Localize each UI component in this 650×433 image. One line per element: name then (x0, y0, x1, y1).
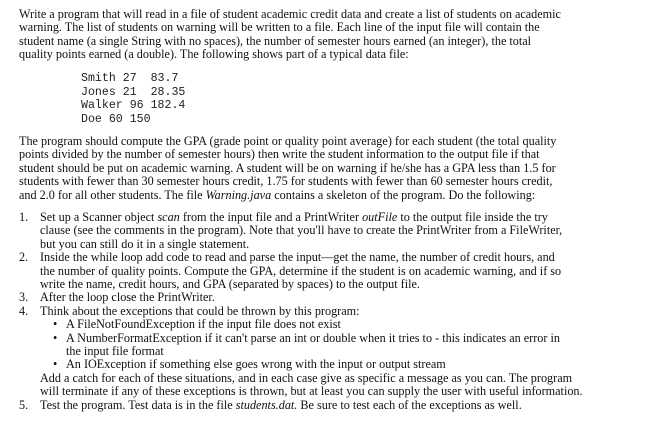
step-number: 1. (19, 210, 29, 224)
step-text: Test the program. Test data is in the file (40, 397, 236, 412)
exception-text: An IOException if something else goes wrong with the input or output stream (66, 357, 446, 372)
step-text: Set up a Scanner object (40, 210, 158, 224)
exception-text: the input file format (66, 344, 164, 359)
step-text: to the output file inside the try (397, 210, 548, 224)
gpa-line: points divided by the number of semester hours) then write the student information to the output file if that (19, 147, 540, 162)
exception-item (53, 330, 631, 359)
step-text: After the loop close the PrintWriter. (40, 290, 215, 305)
bullet-icon: • (53, 317, 58, 332)
intro-line: quality points earned (a double). The following shows part of a typical data file: (19, 47, 409, 62)
step-text: Add a catch for each of these situations, and in each case give as specific a message as you can. The program (40, 370, 573, 385)
data-file-row: Walker 96 182.4 (81, 99, 186, 113)
gpa-paragraph (19, 135, 631, 202)
step-1 (19, 211, 631, 251)
students-dat-filename: students.dat. (235, 397, 298, 412)
intro-line: warning. The list of students on warning will be written to a file. Each line of the input file will contain the (19, 20, 540, 35)
gpa-line: The program should compute the GPA (grade point or quality point average) for each student (the total quality (19, 134, 557, 148)
step-text: Inside the while loop add code to read and parse the input—get the name, the number of credit hours, and (40, 250, 555, 265)
step-number: 5. (19, 397, 29, 412)
step-number: 2. (19, 250, 29, 265)
data-file-row: Smith 27 83.7 (81, 72, 179, 85)
warning-java-filename: Warning.java (205, 187, 272, 202)
data-file-row: Doe 60 150 (81, 112, 151, 126)
bullet-icon: • (53, 330, 58, 345)
intro-line: student name (a single String with no spaces), the number of semester hours earned (an integer), the total (19, 33, 532, 48)
outfile-identifier: outFile (362, 210, 398, 224)
step-4 (19, 305, 631, 399)
gpa-line: student should be put on academic warning. A student will be on warning if he/she has a GPA less than 1.5 for (19, 160, 556, 175)
exception-item (53, 317, 631, 332)
step-text: write the name, credit hours, and GPA (separated by spaces) to the output file. (40, 277, 420, 292)
step-number: 3. (19, 290, 29, 305)
intro-line: Write a program that will read in a file of student academic credit data and create a list of students on academic (19, 7, 561, 21)
steps-list (19, 211, 631, 412)
gpa-line-end: contains a skeleton of the program. Do the following: (271, 187, 536, 202)
step-3 (19, 291, 631, 304)
exception-text: A NumberFormatException if it can't parse an int or double when it tries to - this indicates an error in (66, 330, 560, 345)
scan-identifier: scan (157, 210, 180, 224)
step-text: the number of quality points. Compute the GPA, determine if the student is on academic warning, and if so (40, 263, 562, 278)
step-text: Think about the exceptions that could be thrown by this program: (40, 303, 360, 318)
step-2 (19, 251, 631, 291)
intro-paragraph (19, 8, 631, 62)
gpa-line-start: and 2.0 for all other students. The file (19, 187, 206, 202)
exception-text: A FileNotFoundException if the input file does not exist (66, 317, 341, 332)
data-file-row: Jones 21 28.35 (81, 85, 186, 99)
step-text: Be sure to test each of the exceptions as well. (297, 397, 522, 412)
step-5 (19, 399, 631, 412)
step-number: 4. (19, 303, 29, 318)
step-text: clause (see the comments in the program). Note that you'll have to create the PrintWriter from a FileWriter, (40, 223, 563, 238)
step-text: but you can still do it in a single statement. (40, 236, 250, 251)
step-text: from the input file and a PrintWriter (179, 210, 363, 224)
gpa-line: students with fewer than 30 semester hours credit, 1.75 for students with fewer than 60 semester hours credit, (19, 174, 553, 189)
data-file-sample (81, 72, 185, 126)
gpa-line (19, 189, 631, 202)
exception-item (53, 357, 631, 372)
step-text: will terminate if any of these exceptions is thrown, but at least you can supply the user with useful information. (40, 384, 583, 399)
bullet-icon: • (53, 357, 58, 372)
